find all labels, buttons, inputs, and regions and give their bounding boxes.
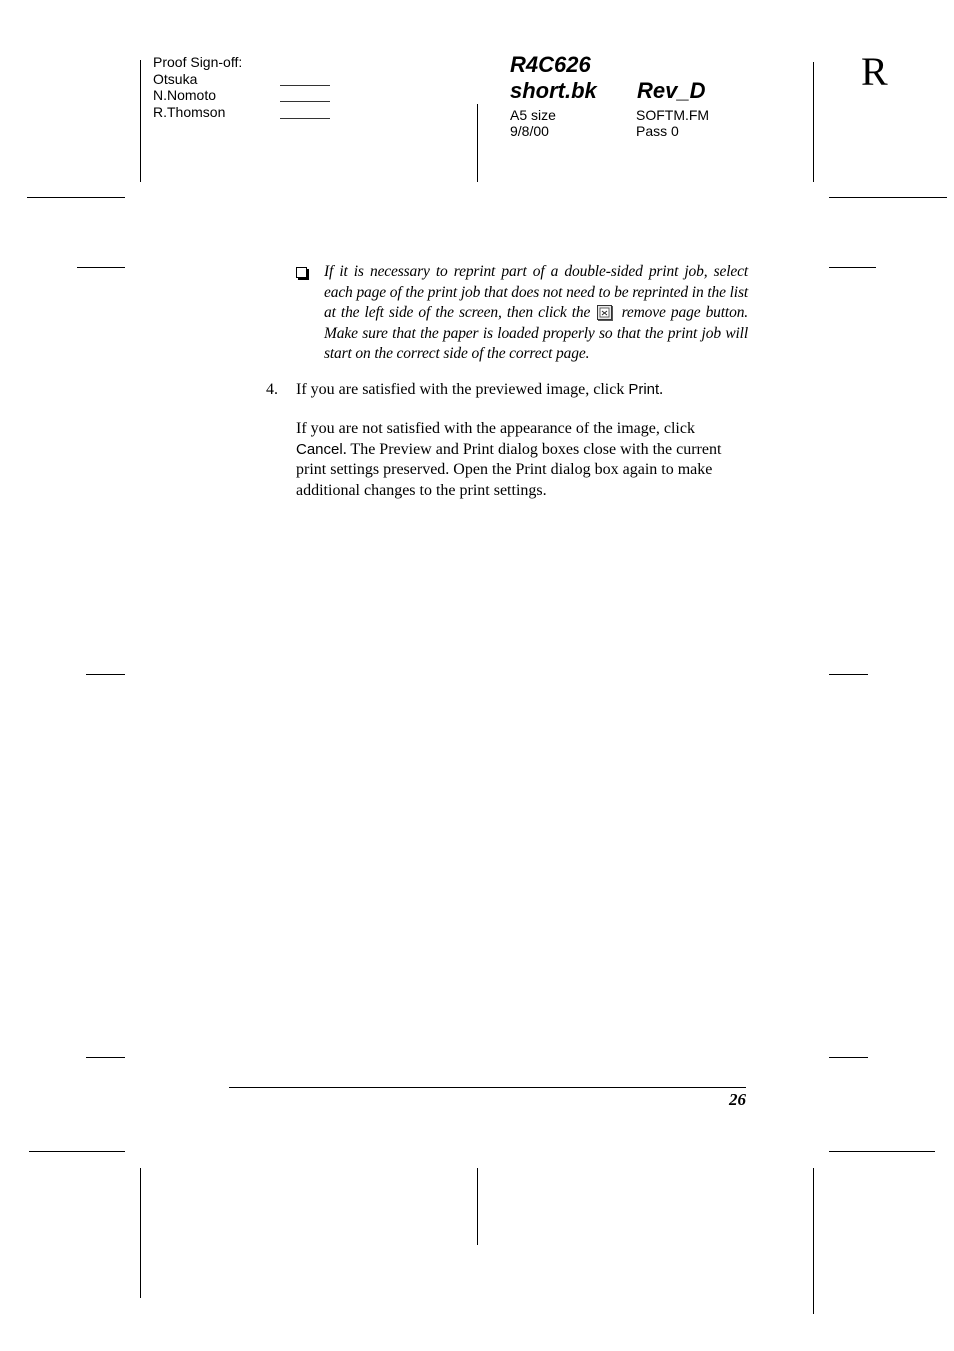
crop-mark-upper-left-short (77, 267, 125, 268)
crop-mark-lower-right (829, 1057, 868, 1058)
note-text-part1: If it is necessary to reprint part of a double-sided print job, select each page of the print job that does not need to be reprinted in the list at the left side of the screen, then click the (324, 263, 748, 321)
remove-page-icon (597, 305, 612, 320)
note-text (324, 262, 748, 365)
crop-mark-lower-left (86, 1057, 125, 1058)
source-file: SOFTM.FM (636, 107, 710, 123)
book-date: 9/8/00 (510, 123, 549, 139)
paragraph-text-part2: . The Preview and Print dialog boxes close with the current print settings preserved. Open the Print dialog box again to make additional changes to the print settings. (296, 440, 722, 499)
crop-mark-top-right-vertical (813, 62, 814, 182)
crop-mark-bottom-right-horizontal (829, 1151, 935, 1152)
cancel-button-label: Cancel (296, 440, 343, 458)
crop-mark-mid-right (829, 674, 868, 675)
footer-rule (229, 1087, 746, 1088)
crop-mark-bottom-right-vertical (813, 1168, 814, 1314)
cancel-paragraph (296, 419, 748, 501)
pass-number: Pass 0 (636, 123, 679, 139)
step-text-part1: If you are satisfied with the previewed image, click (296, 381, 629, 398)
step-text (296, 380, 748, 401)
crop-mark-top-center-vertical (477, 104, 478, 182)
signature-line (280, 101, 330, 102)
crop-mark-bottom-left-vertical (140, 1168, 141, 1298)
section-letter: R (861, 49, 888, 94)
checkbox-bullet-icon (296, 267, 307, 278)
signoff-label: Proof Sign-off: (153, 54, 243, 70)
crop-mark-mid-left (86, 674, 125, 675)
crop-mark-top-left-vertical (140, 60, 141, 182)
signoff-name: R.Thomson (153, 103, 226, 120)
crop-mark-bottom-center-vertical (477, 1168, 478, 1245)
proof-signoff (153, 54, 242, 120)
book-file: short.bk (510, 78, 597, 103)
crop-mark-upper-right-short (829, 267, 876, 268)
page-number: 26 (729, 1090, 746, 1109)
note-text-part2: remove page button. Make sure that the paper is loaded properly so that the print job will start on the correct side of the correct page. (324, 304, 749, 362)
print-button-label: Print (628, 381, 660, 398)
step-text-part2: . (659, 381, 664, 398)
paragraph-text-part1: If you are not satisfied with the appearance of the image, click (296, 420, 695, 437)
crop-mark-top-left-horizontal (27, 197, 125, 198)
signoff-name: N.Nomoto (153, 87, 217, 103)
step-number: 4. (266, 381, 278, 398)
signoff-name: Otsuka (153, 70, 198, 87)
page-size: A5 size (510, 107, 556, 123)
crop-mark-top-right-horizontal (829, 197, 947, 198)
crop-mark-bottom-left-horizontal (29, 1151, 125, 1152)
signature-line (280, 85, 330, 86)
book-revision: Rev_D (637, 78, 706, 103)
book-code: R4C626 (510, 52, 591, 77)
signature-line (280, 118, 330, 119)
